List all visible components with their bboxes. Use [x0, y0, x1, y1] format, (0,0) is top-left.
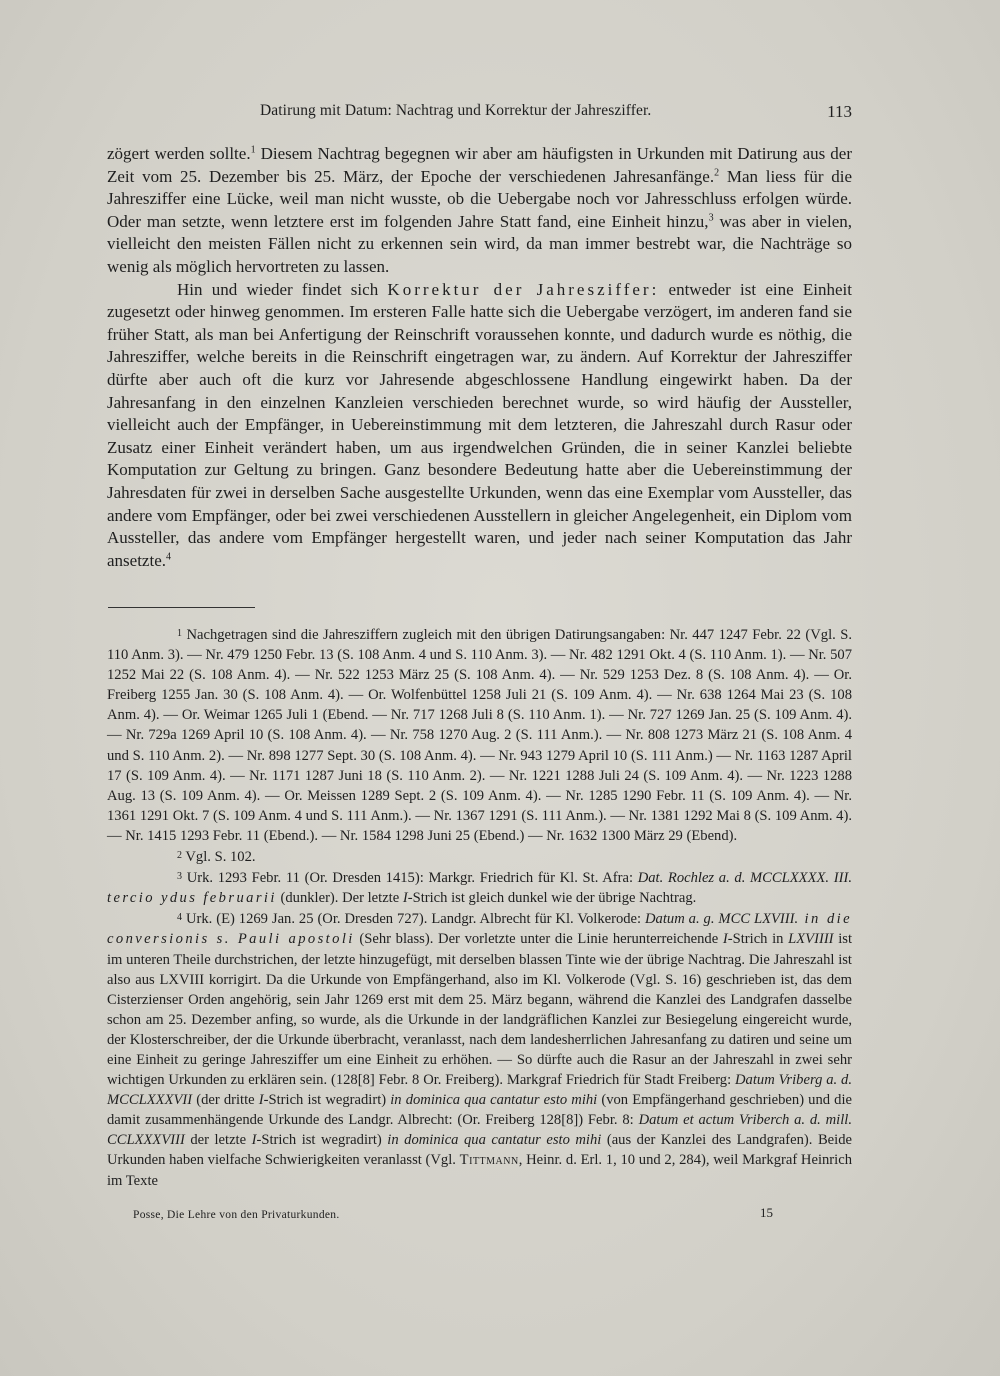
- latin-quote: Datum a. g. MCC LXVIII.: [645, 911, 799, 928]
- page-header: [108, 102, 852, 126]
- spaced-emphasis: Korrektur der Jahresziffer:: [387, 279, 660, 299]
- latin-quote: Datum et actum Vriberch a. d. mill. CCLXXXVIII: [107, 1112, 852, 1149]
- latin-spaced-quote: in die conversionis s. Pauli apostoli: [107, 911, 852, 948]
- footnote-text: (dunkler). Der letzte: [276, 890, 403, 907]
- footnote-text: Urk. 1293 Febr. 11 (Or. Dresden 1415): Markgr. Friedrich für Kl. St. Afra:: [186, 870, 638, 887]
- text-run: was aber in vielen, vielleicht den meisten Fällen nicht zu erkennen sein wird, da man immer bestrebt war, die Nachträge so wenig als möglich hervortreten zu lassen.: [107, 211, 852, 276]
- footnote-text: Nachgetragen sind die Jahresziffern zugleich mit den übrigen Datirungsangaben: Nr. 447 1247 Febr. 22 (Vgl. S. 110 Anm. 3). — Nr. 479 1250 Febr. 13 (S. 108 Anm. 4 und S. 110 Anm. 3). — Nr. 482 1291 Okt. 4 (S. 110 Anm. 1). — Nr. 507 1252 Mai 22 (S. 108 Anm. 4). — Nr. 522 1253 März 25 (S. 108 Anm. 4). — Nr. 529 1253 Dez. 8 (S. 108 Anm. 4). — Or. Freiberg 1255 Jan. 30 (S. 108 Anm. 4). — Or. Wolfenbüttel 1258 Juli 21 (S. 109 Anm. 4). — Nr. 638 1264 Mai 23 (S. 108 Anm. 4). — Or. Weimar 1265 Juli 1 (Ebend. — Nr. 717 1268 Juli 8 (S. 110 Anm. 1). — Nr. 727 1269 Jan. 25 (S. 109 Anm. 4). — Nr. 729a 1269 April 10 (S. 108 Anm. 4). — Nr. 758 1270 Aug. 2 (S. 111 Anm.). — Nr. 808 1273 März 21 (S. 108 Anm. 4 und S. 110 Anm. 2). — Nr. 898 1277 Sept. 30 (S. 108 Anm. 4). — Nr. 943 1279 April 10 (S. 111 Anm.) — Nr. 1163 1287 April 17 (S. 109 Anm. 4). — Nr. 1171 1287 Juni 18 (S. 110 Anm. 2). — Nr. 1221 1288 Juli 24 (S. 109 Anm. 4). — Nr. 1223 1288 Aug. 13 (S. 109 Anm. 4). — Or. Meissen 1289 Sept. 2 (S. 109 Anm. 4). — Nr. 1285 1290 Febr. 11 (S. 109 Anm. 4). — Nr. 1361 1291 Okt. 7 (S. 109 Anm. 4 und S. 111 Anm.). — Nr. 1367 1291 (S. 111 Anm.). — Nr. 1381 1292 Mai 8 (S. 109 Anm. 4). — Nr. 1415 1293 Febr. 11 (Ebend.). — Nr. 1584 1298 Juni 25 (Ebend.) — Nr. 1632 1300 März 29 (Ebend).: [107, 627, 853, 844]
- footnote-ref-2: 2: [714, 166, 720, 178]
- author-name: Tittmann: [459, 1152, 519, 1169]
- footnote-number: 1: [177, 628, 182, 639]
- running-title: Datirung mit Datum: Nachtrag und Korrektur der Jahresziffer.: [260, 102, 652, 119]
- footnote-text: (der dritte: [192, 1092, 259, 1109]
- footnote-text: (von Empfängerhand geschrieben) und die damit zusammenhängende Urkunde des Landgr. Albrecht: (Or. Freiberg 128[8]) Febr. 8:: [107, 1092, 852, 1129]
- text-run: entweder ist eine Einheit zugesetzt oder hinweg genommen. Im ersteren Falle hatte sich die Uebergabe verzögert, im anderen fand sie früher Statt, als man bei Anfertigung der Reinschrift voraussehen konnte, und dadurch wurde es nöthig, die Jahresziffer, welche bereits in die Reinschrift eingetragen war, zu ändern. Auf Korrektur der Jahresziffer dürfte aber auch oft die kurz vor Jahresende abgeschlossene Handlung eingewirkt haben. Da der Jahresanfang in den einzelnen Kanzleien verschieden berechnet wurde, so wird häufig der Aussteller, vielleicht auch der Empfänger, in Uebereinstimmung mit dem letzteren, die Jahreszahl durch Rasur oder Zusatz einer Einheit verändert haben, um aus irgendwelchen Gründen, die in seiner Kanzlei beliebte Komputation zur Geltung zu bringen. Ganz besondere Bedeutung hatte aber die Uebereinstimmung der Jahresdaten für zwei in derselben Sache ausgestellte Urkunden, wenn das eine Exemplar vom Aussteller, das andere vom Empfänger, oder bei zwei verschiedenen Ausstellern in gleicher Angelegenheit, ein Diplom vom Aussteller, das andere vom Empfänger hergestellt waren, und jeder nach seiner Komputation das Jahr ansetzte.: [107, 279, 852, 570]
- footnote-text: , Heinr. d. Erl. 1, 10 und 2, 284), weil Markgraf Heinrich im Texte: [107, 1152, 852, 1189]
- footnote-1: [107, 624, 852, 846]
- text-run: zögert werden sollte.: [107, 144, 251, 163]
- footnote-number: 3: [177, 871, 182, 883]
- footnote-3: [107, 867, 852, 908]
- text-run: Man liess für die Jahresziffer eine Lücke, weil man nicht wusste, ob die Uebergabe noch vor Jahresschluss erfolgen würde. Oder man setzte, wenn letztere erst im folgenden Jahre Statt fand, eine Einheit hinzu,: [107, 166, 852, 231]
- latin-quote: Dat. Rochlez a. d. MCCLXXXX. III.: [637, 870, 852, 887]
- footnote-text: -Strich ist wegradirt): [256, 1132, 388, 1149]
- latin-quote: I: [722, 931, 728, 948]
- footnote-ref-1: 1: [250, 144, 256, 156]
- sheet-number: 15: [760, 1205, 773, 1220]
- paragraph-1: [107, 143, 852, 279]
- footnote-number: 2: [177, 850, 182, 862]
- latin-quote: I: [402, 890, 408, 907]
- text-run: Diesem Nachtrag begegnen wir aber am häufigsten in Urkunden mit Datirung aus der Zeit vom 25. Dezember bis 25. März, der Epoche der verschiedenen Jahresanfänge.: [107, 144, 852, 186]
- footnote-ref-3: 3: [708, 212, 714, 224]
- latin-quote: I: [258, 1092, 264, 1109]
- sheet-signature: Posse, Die Lehre von den Privaturkunden.: [133, 1209, 340, 1221]
- footnote-4: [107, 908, 852, 1190]
- footnote-2: [107, 846, 852, 867]
- main-text: [107, 143, 852, 572]
- latin-quote: in dominica qua cantatur esto mihi: [390, 1092, 598, 1109]
- footnote-text: der letzte: [184, 1132, 252, 1149]
- footnote-rule: [108, 607, 255, 608]
- footnote-text: -Strich in: [727, 931, 789, 948]
- paragraph-2: [107, 279, 852, 573]
- footnotes: [107, 624, 852, 1191]
- page-number: 113: [827, 102, 852, 121]
- latin-quote: in dominica qua cantatur esto mihi: [387, 1132, 602, 1149]
- text-run: Hin und wieder findet sich: [177, 279, 388, 299]
- footnote-text: (aus der Kanzlei des Landgrafen). Beide Urkunden haben vielfache Schwierigkeiten veranlasst (Vgl.: [107, 1132, 852, 1169]
- latin-quote: Datum Vriberg a. d. MCCLXXXVII: [107, 1072, 852, 1109]
- footnote-text: -Strich ist wegradirt): [263, 1092, 391, 1109]
- footnote-text: ist im unteren Theile durchstrichen, der letzte hinzugefügt, mit derselben blassen Tinte wie der übrige Nachtrag. Die Jahreszahl ist also aus LXVIII korrigirt. Da die Urkunde von Empfängerhand, also im Kl. Volkerode (Vgl. S. 16) geschrieben ist, das dem Cisterzienser Orden angehörig, sein Jahr 1269 erst mit dem 25. März begann, während die Kanzlei des Landgrafen dasselbe schon am 25. Dezember anfing, so wurde, als die Urkunde in der landgräflichen Kanzlei zur Besiegelung eingereicht wurde, der Klosterschreiber, der die Urkunde überbracht, veranlasst, nach dem landesherrlichen Jahresanfang zu datiren und seine um eine Einheit zu geringe Jahresziffer um eine Einheit zu erhöhen. — So dürfte auch die Rasur an der Jahreszahl in zwei sehr wichtigen Urkunden zu erklären sein. (128[8] Febr. 8 Or. Freiberg). Markgraf Friedrich für Stadt Freiberg:: [107, 931, 852, 1089]
- footnote-text: Urk. (E) 1269 Jan. 25 (Or. Dresden 727). Landgr. Albrecht für Kl. Volkerode:: [185, 911, 646, 928]
- page-footer: [133, 1205, 773, 1225]
- footnote-text: -Strich ist gleich dunkel wie der übrige Nachtrag.: [407, 890, 697, 907]
- latin-spaced-quote: tercio ydus februarii: [107, 890, 277, 907]
- footnote-text: Vgl. S. 102.: [185, 849, 256, 866]
- footnote-text: (Sehr blass). Der vorletzte unter die Linie herunterreichende: [354, 931, 723, 948]
- footnote-number: 4: [177, 912, 182, 924]
- latin-quote: I: [251, 1132, 257, 1149]
- footnote-ref-4: 4: [166, 551, 171, 563]
- latin-quote: LXVIIII: [788, 931, 834, 948]
